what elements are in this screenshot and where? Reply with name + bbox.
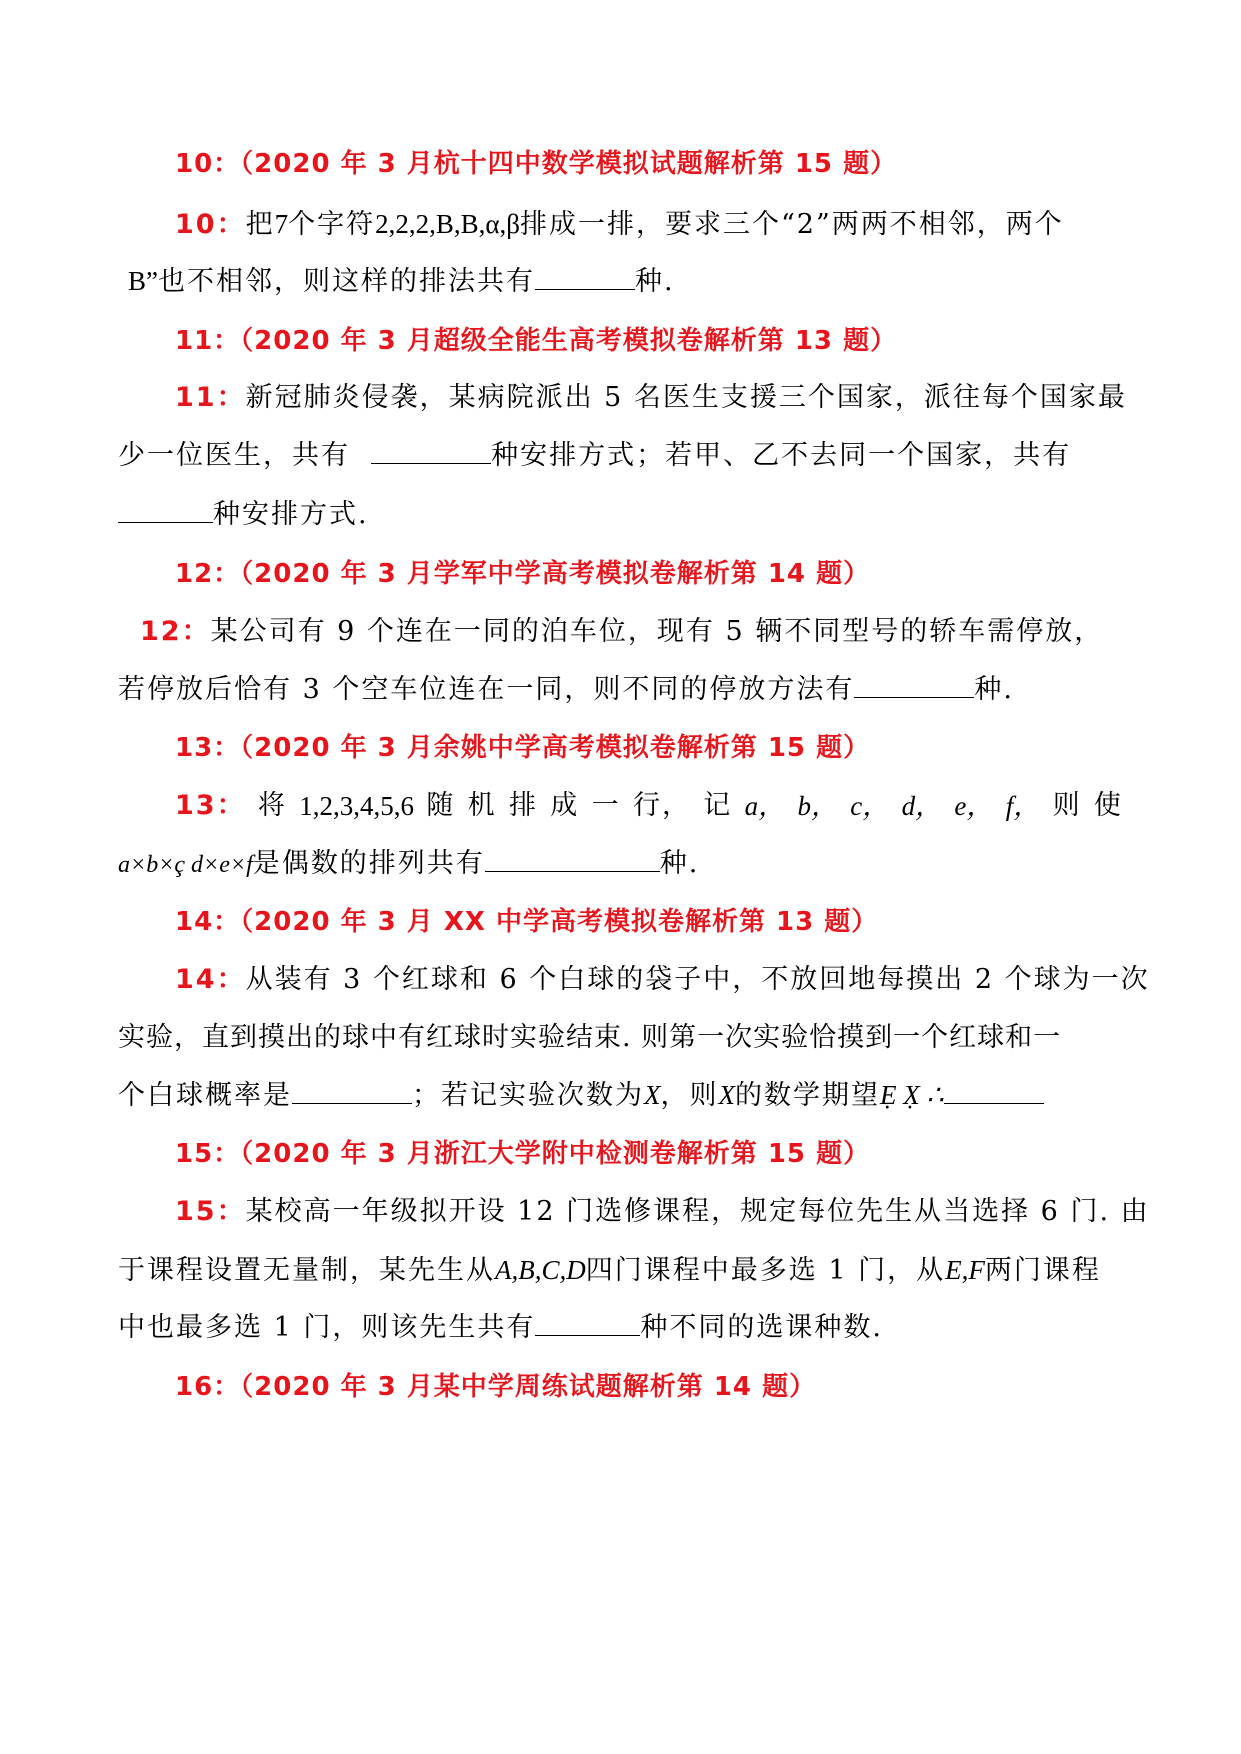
answer-blank[interactable]: [535, 263, 635, 290]
q14-text: 从装有 3 个红球和 6 个白球的袋子中，不放回地每摸出 2 个球为一次: [245, 964, 1150, 995]
q15-math-ef: E,F: [945, 1255, 985, 1285]
q14-line-3: [118, 1076, 1123, 1115]
q13-word: d，: [901, 791, 943, 821]
q10-math-chars: 2,2,2,B,B,α,β: [375, 209, 520, 239]
q13-word: 机: [467, 790, 497, 821]
q13-word: 随: [426, 790, 456, 821]
q10-math-7: 7: [274, 209, 289, 239]
q13-word: a，: [744, 791, 786, 821]
q13-line-2: [118, 845, 1123, 884]
q11-number: 11：: [175, 382, 246, 413]
q13-word: 将: [257, 790, 287, 821]
q12-line-1: [140, 613, 1123, 651]
q14-text: ，则: [660, 1080, 719, 1111]
q15-heading: 15：（2020 年 3 月浙江大学附中检测卷解析第 15 题）: [175, 1139, 871, 1169]
q16-heading: 16：（2020 年 3 月某中学周练试题解析第 14 题）: [175, 1372, 817, 1402]
q10-text: 种.: [635, 266, 675, 297]
q14-line-2: 实验，直到摸出的球中有红球时实验结束. 则第一次实验恰摸到一个红球和一: [118, 1022, 1062, 1053]
q11-text: 种安排方式；若甲、乙不去同一个国家，共有: [491, 440, 1072, 471]
answer-blank[interactable]: [292, 1077, 412, 1104]
q15-line-3: [118, 1309, 1123, 1347]
q11-text: 少一位医生，共有: [118, 440, 350, 471]
answer-blank[interactable]: [371, 437, 491, 464]
q10-line-1: [175, 205, 1123, 244]
q13-number: 13：: [175, 790, 246, 821]
q15-line-2: [118, 1251, 1123, 1290]
q13-word: 成: [550, 790, 580, 821]
q14-math-x: X: [644, 1080, 661, 1110]
q13-word: 使: [1093, 790, 1123, 821]
q15-number: 15：: [175, 1196, 246, 1227]
q12-number: 12：: [140, 616, 211, 647]
q13-word: e，: [954, 791, 994, 821]
q14-text: 个白球概率是: [118, 1080, 292, 1111]
q12-text: 若停放后恰有 3 个空车位连在一同，则不同的停放方法有: [118, 674, 855, 705]
q11-text: 新冠肺炎侵袭，某病院派出 5 名医生支援三个国家，派往每个国家最: [245, 382, 1127, 413]
q14-number: 14：: [175, 964, 246, 995]
q15-text: 中也最多选 1 门，则该先生共有: [118, 1312, 536, 1343]
q11-line-2: [118, 437, 1123, 475]
q13-word: 则: [1052, 790, 1082, 821]
q15-line-1: [175, 1193, 1150, 1231]
q13-justified-line: [175, 787, 1123, 825]
q11-line-1: [175, 379, 1127, 417]
q13-text: 是偶数的排列共有: [252, 848, 485, 879]
q13-word: 行，: [632, 790, 691, 821]
q13-word: 记: [703, 790, 733, 821]
q10-math-b: B”: [128, 266, 158, 296]
q15-text: 某校高一年级拟开设 12 门选修课程，规定每位先生从当选择 6 门. 由: [245, 1196, 1150, 1227]
q13-line-1: [175, 787, 1123, 825]
q15-text: 种不同的选课种数.: [640, 1312, 883, 1343]
answer-blank[interactable]: [854, 671, 974, 698]
answer-blank[interactable]: [535, 1309, 640, 1336]
q14-line-1: [175, 961, 1150, 999]
q13-word: b，: [797, 791, 838, 821]
q11-line-3: [118, 496, 1123, 534]
q11-text: 种安排方式.: [213, 499, 369, 530]
answer-blank[interactable]: [118, 496, 213, 523]
q13-word: 排: [508, 790, 538, 821]
q14-math-expectation: Ẹ X̣ ∴: [880, 1080, 944, 1110]
q14-text: ；若记实验次数为: [412, 1080, 644, 1111]
q13-heading: 13：（2020 年 3 月余姚中学高考模拟卷解析第 15 题）: [175, 733, 871, 763]
q13-math-expression: a×b×ç d×e×f: [118, 852, 253, 878]
q10-text: 排成一排，要求三个“2”两两不相邻，两个: [519, 209, 1064, 240]
q13-text: 种.: [659, 848, 700, 879]
answer-blank[interactable]: [944, 1077, 1044, 1104]
q10-number: 10：: [175, 209, 246, 240]
answer-blank[interactable]: [485, 845, 660, 872]
q12-text: 种.: [974, 674, 1014, 705]
q13-word: 一: [591, 790, 621, 821]
q12-line-2: [118, 671, 1123, 709]
q15-text: 于课程设置无量制，某先生从: [118, 1255, 495, 1286]
q10-text: 个字符: [288, 209, 376, 240]
q14-heading: 14：（2020 年 3 月 XX 中学高考模拟卷解析第 13 题）: [175, 907, 879, 937]
q10-text: 把: [245, 209, 275, 240]
q12-text: 某公司有 9 个连在一同的泊车位，现有 5 辆不同型号的轿车需停放，: [210, 616, 1104, 647]
q10-line-2: [128, 262, 1123, 301]
q11-heading: 11：（2020 年 3 月超级全能生高考模拟卷解析第 13 题）: [175, 326, 898, 356]
q10-text: 也不相邻，则这样的排法共有: [158, 266, 535, 297]
q10-heading: 10：（2020 年 3 月杭十四中数学模拟试题解析第 15 题）: [175, 149, 898, 179]
q15-text: 四门课程中最多选 1 门，从: [585, 1255, 946, 1286]
q15-math-abcd: A,B,C,D: [495, 1255, 586, 1285]
q15-text: 两门课程: [984, 1255, 1101, 1286]
q13-word: c，: [850, 791, 890, 821]
q12-heading: 12：（2020 年 3 月学军中学高考模拟卷解析第 14 题）: [175, 559, 871, 589]
q14-math-x: X: [718, 1080, 735, 1110]
q13-word: f，: [1005, 791, 1041, 821]
q14-text: 的数学期望: [735, 1080, 880, 1111]
q13-word: 1,2,3,4,5,6: [299, 791, 414, 821]
